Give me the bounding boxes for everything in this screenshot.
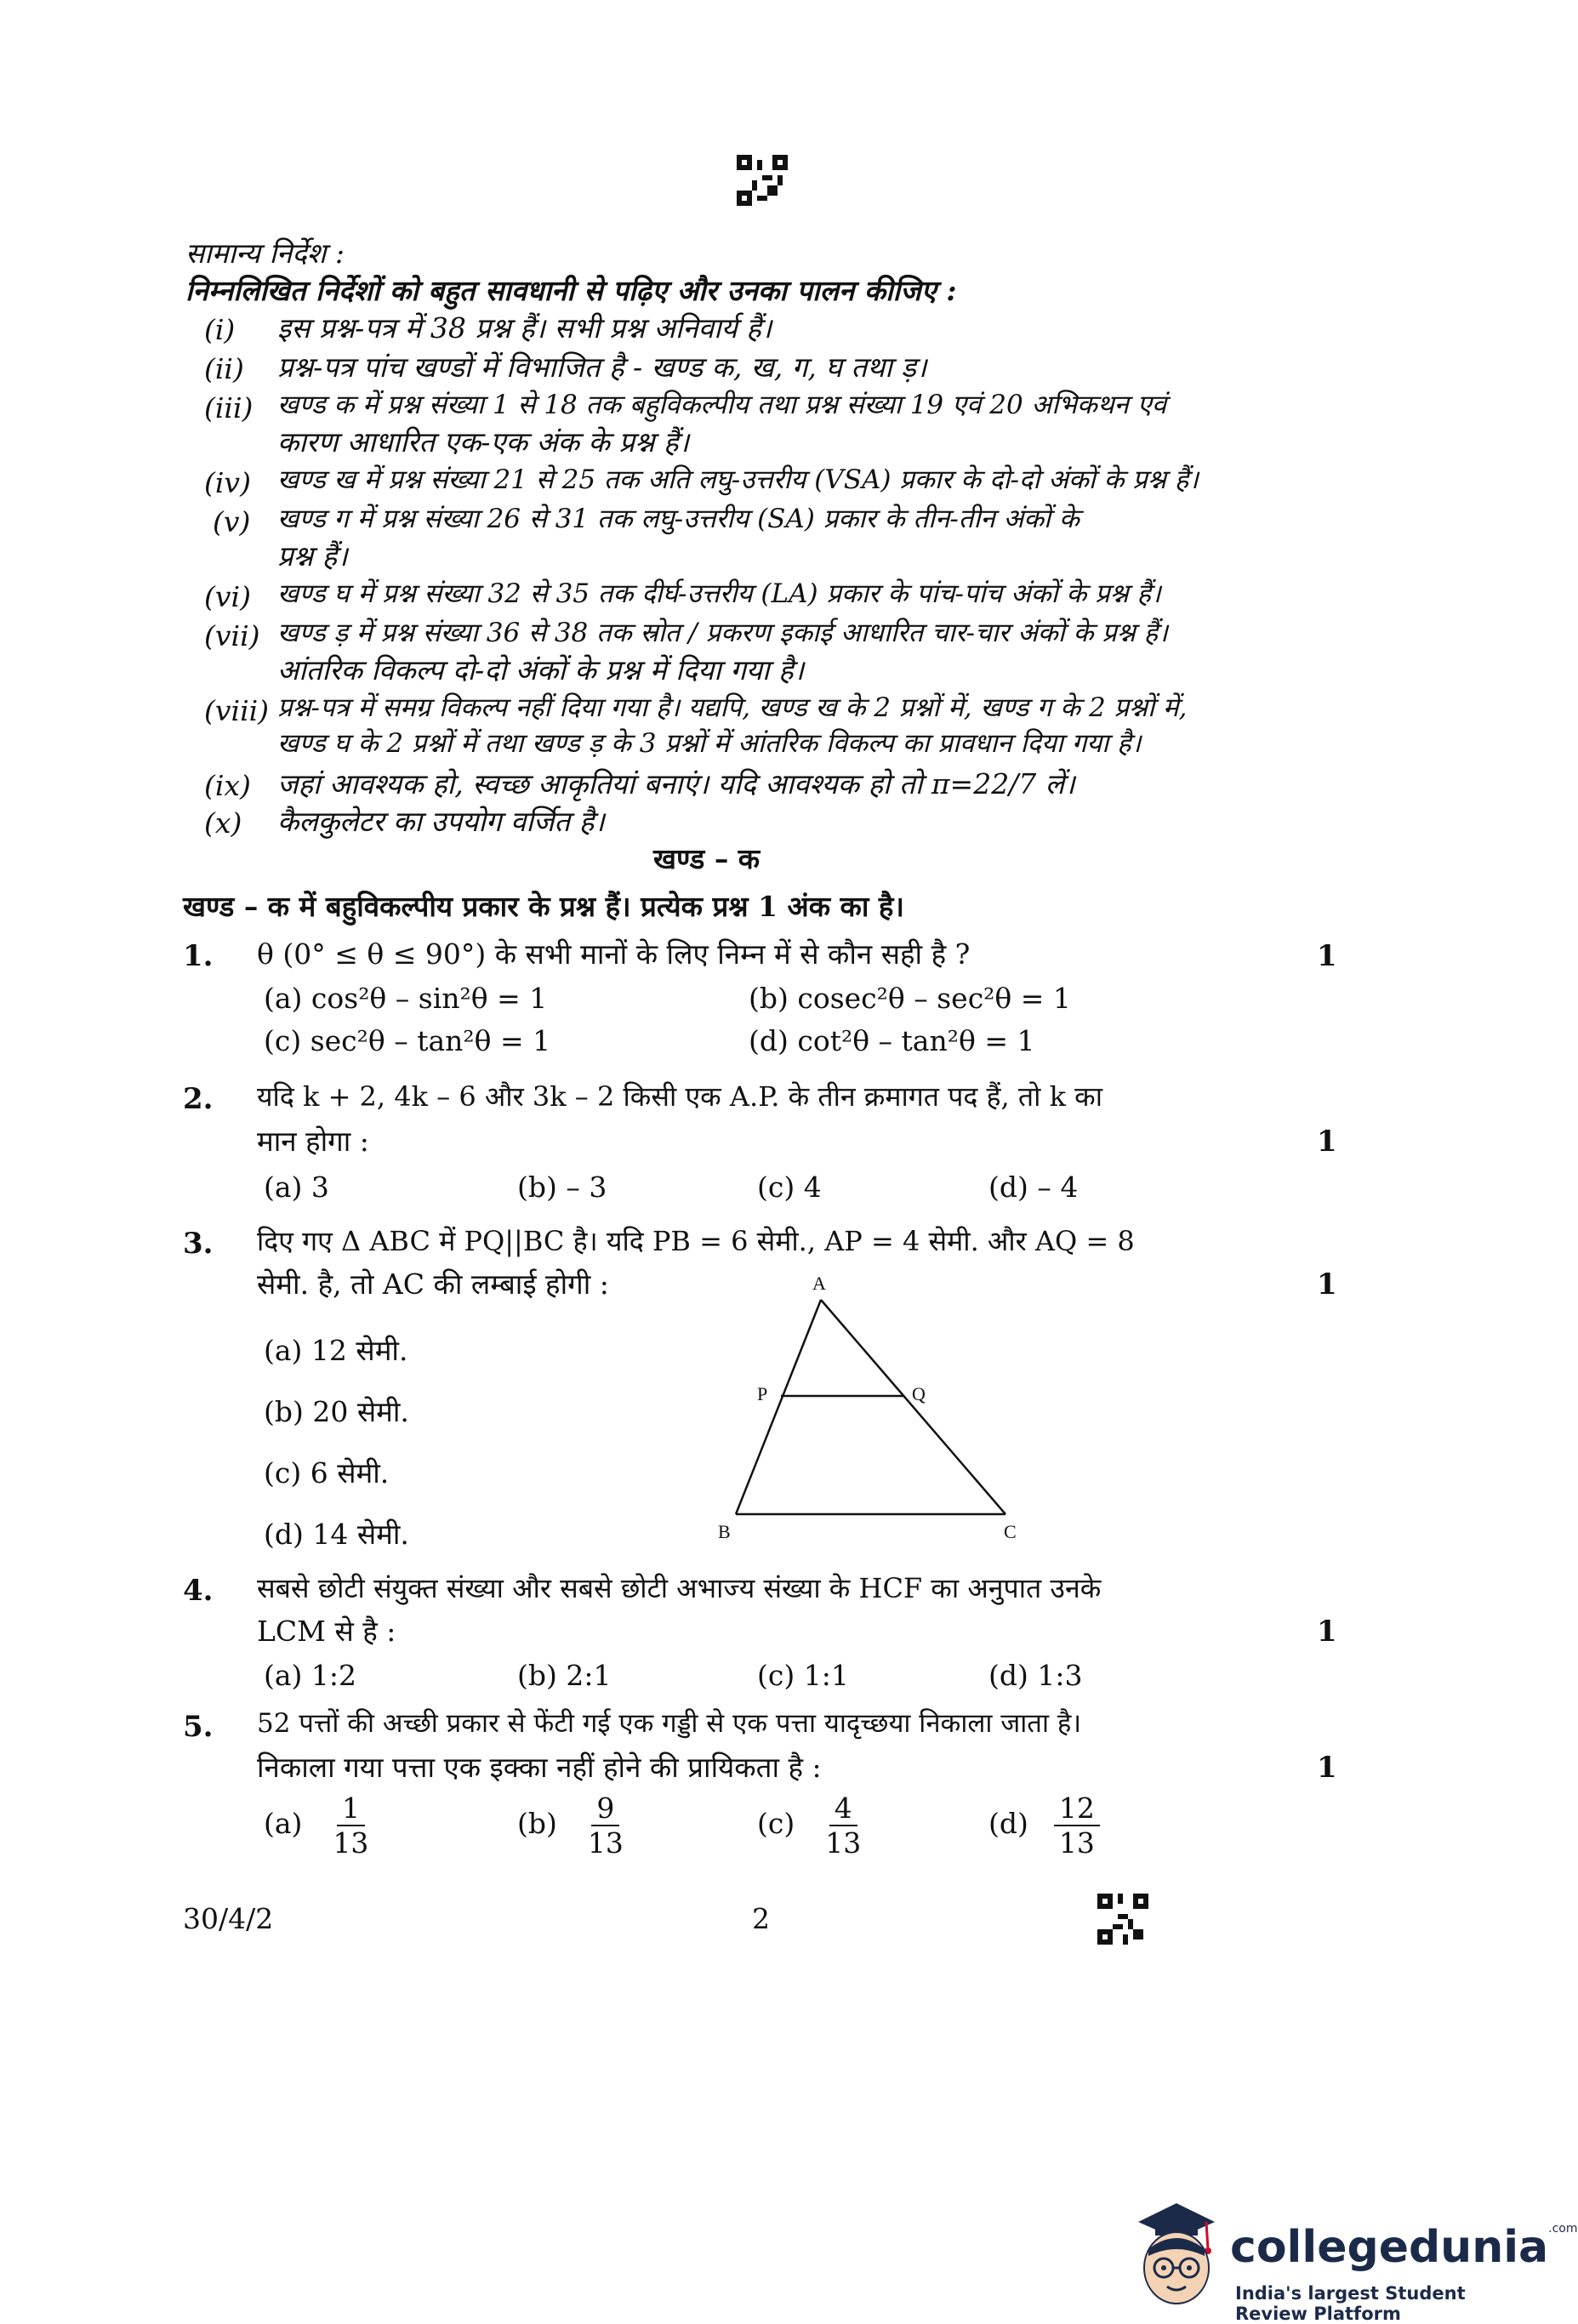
question-number: 1. <box>183 939 214 973</box>
instruction-line: खण्ड ख में प्रश्न संख्या 21 से 25 तक अति लघु-उत्तरीय (VSA) प्रकार के दो-दो अंकों के प्रश्न हैं। <box>277 464 1199 495</box>
option-c: (c) 1:1 <box>757 1659 849 1692</box>
instructions-intro: निम्नलिखित निर्देशों को बहुत सावधानी से पढ़िए और उनका पालन कीजिए : <box>185 274 957 307</box>
instruction-line: प्रश्न-पत्र पांच खण्डों में विभाजित है - खण्ड क, ख, ग, घ तथा ड़। <box>277 350 927 384</box>
option-c: (c) sec²θ – tan²θ = 1 <box>264 1024 551 1057</box>
mascot-logo <box>1130 2196 1223 2315</box>
point-q-label: Q <box>912 1383 926 1404</box>
option-b: (b) – 3 <box>517 1171 607 1204</box>
option-label: (d) <box>988 1807 1028 1840</box>
option-b: (b) 20 सेमी. <box>264 1395 409 1428</box>
denominator: 13 <box>333 1826 369 1860</box>
question-text: सबसे छोटी संयुक्त संख्या और सबसे छोटी अभाज्य संख्या के HCF का अनुपात उनके <box>257 1572 1102 1604</box>
question-marks: 1 <box>1317 1615 1337 1649</box>
option-a: (a) 12 सेमी. <box>264 1334 408 1367</box>
question-number: 5. <box>183 1710 214 1744</box>
triangle-figure <box>706 1267 1046 1557</box>
option-b: (b) cosec²θ – sec²θ = 1 <box>749 982 1071 1015</box>
side-ab <box>736 1300 821 1514</box>
question-text: सेमी. है, तो AC की लम्बाई होगी : <box>257 1267 609 1301</box>
question-marks: 1 <box>1317 1267 1337 1302</box>
question-text: 52 पत्तों की अच्छी प्रकार से फेंटी गई एक गड्डी से एक पत्ता यादृच्छया निकाला जाता है। <box>257 1708 1082 1739</box>
option-a: (a) 3 <box>264 1171 329 1204</box>
question-text: निकाला गया पत्ता एक इक्का नहीं होने की प्रायिकता है : <box>257 1751 822 1784</box>
numerator: 4 <box>829 1791 857 1826</box>
instruction-line: खण्ड ग में प्रश्न संख्या 26 से 31 तक लघु-उत्तरीय (SA) प्रकार के तीन-तीन अंकों के <box>277 504 1080 534</box>
fraction <box>328 1791 373 1860</box>
instruction-line: आंतरिक विकल्प दो-दो अंकों के प्रश्न में दिया गया है। <box>277 653 805 686</box>
brand-domain: .com <box>1548 2222 1578 2236</box>
question-text: मान होगा : <box>257 1125 369 1158</box>
brand-tagline: India's largest Student Review Platform <box>1235 2283 1466 2324</box>
qr-code-bottom <box>1097 1894 1148 1945</box>
instruction-num: (i) <box>204 313 236 346</box>
option-label: (c) <box>757 1807 795 1840</box>
question-text: दिए गए Δ ABC में PQ||BC है। यदि PB = 6 सेमी., AP = 4 सेमी. और AQ = 8 <box>257 1225 1135 1257</box>
option-d: (d) cot²θ – tan²θ = 1 <box>749 1024 1035 1057</box>
instruction-line: खण्ड घ के 2 प्रश्नों में तथा खण्ड ड़ के 3 प्रश्नों में आंतरिक विकल्प का प्रावधान दिया गया है। <box>277 728 1142 759</box>
numerator: 1 <box>337 1791 365 1826</box>
option-b: (b) 2:1 <box>517 1659 612 1692</box>
brand-name-text: collegedunia <box>1230 2222 1549 2273</box>
option-d: (d) – 4 <box>988 1171 1079 1204</box>
fraction <box>583 1791 629 1860</box>
section-subtitle: खण्ड – क में बहुविकल्पीय प्रकार के प्रश्न हैं। प्रत्येक प्रश्न 1 अंक का है। <box>183 890 904 923</box>
instruction-num: (iii) <box>204 391 254 424</box>
question-text: यदि k + 2, 4k – 6 और 3k – 2 किसी एक A.P. के तीन क्रमागत पद हैं, तो k का <box>257 1080 1103 1113</box>
instruction-line: इस प्रश्न-पत्र में 38 प्रश्न हैं। सभी प्रश्न अनिवार्य हैं। <box>277 311 772 345</box>
instruction-line: खण्ड ड़ में प्रश्न संख्या 36 से 38 तक स्रोत / प्रकरण इकाई आधारित चार-चार अंकों के प्रश्न हैं। <box>277 618 1168 648</box>
option-d <box>988 1791 1100 1860</box>
instruction-num: (ii) <box>204 352 244 385</box>
numerator: 9 <box>591 1791 619 1826</box>
denominator: 13 <box>587 1826 624 1860</box>
option-b <box>517 1791 629 1860</box>
instruction-line: कैलकुलेटर का उपयोग वर्जित है। <box>277 805 605 838</box>
paper-code: 30/4/2 <box>183 1902 274 1935</box>
vertex-a-label: A <box>812 1273 826 1294</box>
question-number: 3. <box>183 1227 214 1261</box>
instruction-line: प्रश्न-पत्र में समग्र विकल्प नहीं दिया गया है। यद्यपि, खण्ड ख के 2 प्रश्नों में, खण्ड ग के 2 प्रश्नों में, <box>277 692 1188 723</box>
question-marks: 1 <box>1317 1125 1337 1159</box>
qr-code-top <box>737 155 788 206</box>
instruction-line: खण्ड घ में प्रश्न संख्या 32 से 35 तक दीर्घ-उत्तरीय (LA) प्रकार के पांच-पांच अंकों के प्रश्न हैं। <box>277 578 1161 609</box>
point-p-label: P <box>757 1383 768 1404</box>
denominator: 13 <box>825 1826 862 1860</box>
brand-name <box>1230 2222 1578 2273</box>
page-number: 2 <box>752 1902 770 1935</box>
option-d: (d) 14 सेमी. <box>264 1518 409 1551</box>
instruction-num: (v) <box>213 505 251 538</box>
option-d: (d) 1:3 <box>988 1659 1083 1692</box>
instruction-num: (viii) <box>204 694 270 727</box>
question-number: 4. <box>183 1574 214 1608</box>
question-marks: 1 <box>1317 1751 1337 1785</box>
numerator: 12 <box>1054 1791 1100 1826</box>
instruction-num: (x) <box>204 806 242 840</box>
instruction-line: खण्ड क में प्रश्न संख्या 1 से 18 तक बहुविकल्पीय तथा प्रश्न संख्या 19 एवं 20 अभिकथन एवं <box>277 390 1167 420</box>
fraction <box>820 1791 866 1860</box>
option-a: (a) cos²θ – sin²θ = 1 <box>264 982 548 1015</box>
vertex-c-label: C <box>1004 1521 1017 1542</box>
question-number: 2. <box>183 1082 214 1116</box>
section-title: खण्ड – क <box>653 842 761 875</box>
instruction-num: (vii) <box>204 619 260 652</box>
option-c: (c) 6 सेमी. <box>264 1456 390 1490</box>
general-instructions-title: सामान्य निर्देश : <box>185 236 345 270</box>
option-a: (a) 1:2 <box>264 1659 357 1692</box>
vertex-b-label: B <box>718 1521 731 1542</box>
option-label: (b) <box>517 1807 557 1840</box>
denominator: 13 <box>1058 1826 1095 1860</box>
option-c: (c) 4 <box>757 1171 822 1204</box>
instruction-num: (iv) <box>204 466 251 499</box>
instruction-line: जहां आवश्यक हो, स्वच्छ आकृतियां बनाएं। यदि आवश्यक हो तो π=22/7 लें। <box>277 767 1075 800</box>
question-text: LCM से है : <box>257 1615 396 1648</box>
instruction-line: कारण आधारित एक-एक अंक के प्रश्न हैं। <box>277 425 689 459</box>
option-label: (a) <box>264 1807 303 1840</box>
instruction-num: (ix) <box>204 769 251 802</box>
option-a <box>264 1791 373 1860</box>
question-text: θ (0° ≤ θ ≤ 90°) के सभी मानों के लिए निम्न में से कौन सही है ? <box>257 937 971 971</box>
side-ac <box>821 1300 1005 1514</box>
instruction-num: (vi) <box>204 580 251 613</box>
instruction-line: प्रश्न हैं। <box>277 539 348 572</box>
question-marks: 1 <box>1317 939 1337 973</box>
option-c <box>757 1791 866 1860</box>
fraction <box>1054 1791 1100 1860</box>
